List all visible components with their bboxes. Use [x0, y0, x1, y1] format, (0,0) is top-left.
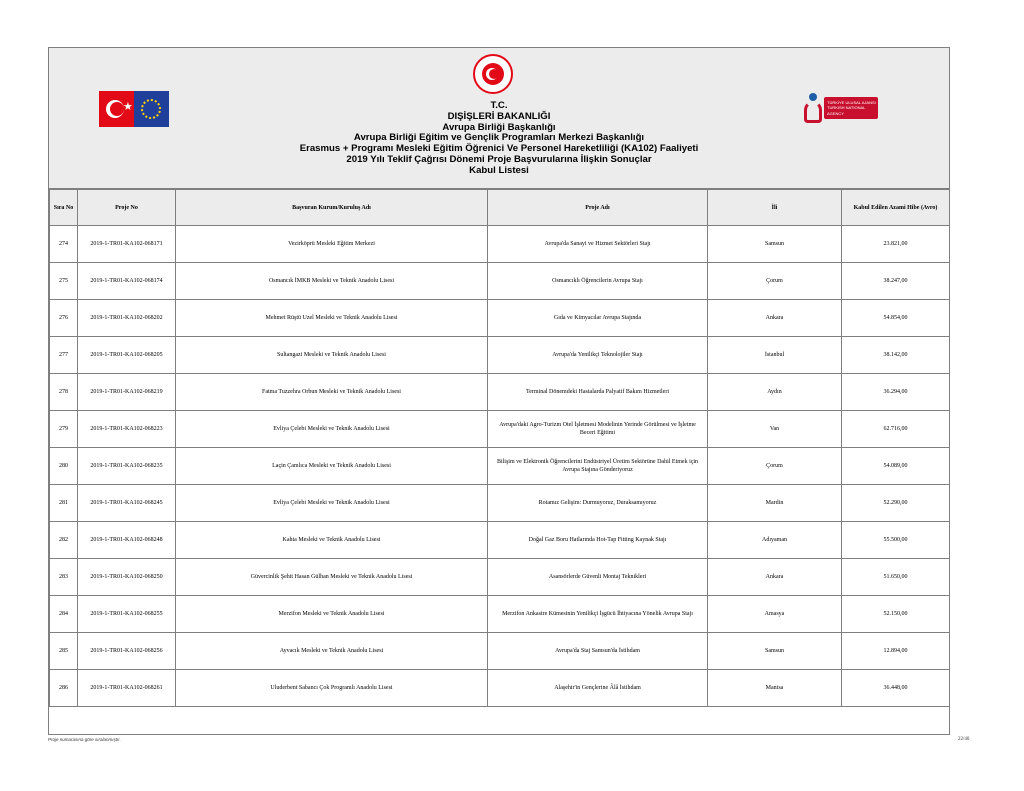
title-line: T.C.	[490, 100, 508, 111]
national-agency-logo: TÜRKİYE ULUSAL AJANSI TURKISH NATIONAL AGENCY	[802, 89, 880, 127]
city: Aydın	[708, 374, 842, 411]
row-number: 286	[50, 670, 78, 707]
project-number: 2019-1-TR01-KA102-068256	[78, 633, 176, 670]
applicant-name: Kahta Mesleki ve Teknik Anadolu Lisesi	[176, 522, 488, 559]
project-name: Doğal Gaz Boru Hatlarında Hot-Tap Fitting Kaynak Stajı	[488, 522, 708, 559]
city: Çorum	[708, 263, 842, 300]
table-row	[50, 559, 950, 596]
applicant-name: Sultangazi Mesleki ve Teknik Anadolu Lisesi	[176, 337, 488, 374]
city: Van	[708, 411, 842, 448]
document-header	[49, 48, 949, 189]
project-name: Rotamız Gelişim: Durmuyoruz, Duraksamıyoruz	[488, 485, 708, 522]
table-row	[50, 411, 950, 448]
grant-amount: 36.448,00	[842, 670, 950, 707]
grant-amount: 38.142,00	[842, 337, 950, 374]
table-row	[50, 596, 950, 633]
ministry-seal-icon	[473, 54, 513, 94]
city: Amasya	[708, 596, 842, 633]
column-header: Proje Adı	[488, 190, 708, 226]
column-header: Kabul Edilen Azami Hibe (Avro)	[842, 190, 950, 226]
project-number: 2019-1-TR01-KA102-068248	[78, 522, 176, 559]
table-row	[50, 226, 950, 263]
city: Samsun	[708, 226, 842, 263]
grant-amount: 55.500,00	[842, 522, 950, 559]
results-table	[49, 189, 950, 707]
table-row	[50, 263, 950, 300]
row-number: 280	[50, 448, 78, 485]
grant-amount: 23.821,00	[842, 226, 950, 263]
project-number: 2019-1-TR01-KA102-068235	[78, 448, 176, 485]
project-number: 2019-1-TR01-KA102-068171	[78, 226, 176, 263]
column-header: Proje No	[78, 190, 176, 226]
applicant-name: Fatma Tuzzehra Orbun Mesleki ve Teknik Anadolu Lisesi	[176, 374, 488, 411]
applicant-name: Güvercinlik Şehit Hasan Gülhan Mesleki ve Teknik Anadolu Lisesi	[176, 559, 488, 596]
project-name: Merzifon Ankastre Kümesinin Yenilikçi İşgücü İhtiyacına Yönelik Avrupa Stajı	[488, 596, 708, 633]
project-number: 2019-1-TR01-KA102-068174	[78, 263, 176, 300]
project-name: Avrupa'daki Agro-Turizm Otel İşletmesi Modelinin Yerinde Görülmesi ve İşletme Beceri Eğitimi	[488, 411, 708, 448]
project-number: 2019-1-TR01-KA102-068223	[78, 411, 176, 448]
grant-amount: 38.247,00	[842, 263, 950, 300]
table-row	[50, 522, 950, 559]
grant-amount: 52.290,00	[842, 485, 950, 522]
project-number: 2019-1-TR01-KA102-068245	[78, 485, 176, 522]
turkey-eu-flag-icon: ★	[99, 91, 169, 127]
applicant-name: Merzifon Mesleki ve Teknik Anadolu Lisesi	[176, 596, 488, 633]
project-number: 2019-1-TR01-KA102-068205	[78, 337, 176, 374]
row-number: 277	[50, 337, 78, 374]
column-header: Sıra No	[50, 190, 78, 226]
project-name: Alaşehir'in Gençlerine Âlâ İstihdam	[488, 670, 708, 707]
row-number: 276	[50, 300, 78, 337]
applicant-name: Osmancık İMKB Mesleki ve Teknik Anadolu Lisesi	[176, 263, 488, 300]
table-row	[50, 485, 950, 522]
row-number: 285	[50, 633, 78, 670]
title-line: Kabul Listesi	[469, 164, 529, 176]
row-number: 279	[50, 411, 78, 448]
title-line: Avrupa Birliği Eğitim ve Gençlik Programları Merkezi Başkanlığı	[353, 132, 645, 144]
title-line: DIŞİŞLERİ BAKANLIĞI	[447, 110, 551, 122]
project-name: Osmancıklı Öğrencilerin Avrupa Stajı	[488, 263, 708, 300]
row-number: 284	[50, 596, 78, 633]
table-row	[50, 448, 950, 485]
title-line: 2019 Yılı Teklif Çağrısı Dönemi Proje Başvurularına İlişkin Sonuçlar	[346, 153, 652, 165]
document-sheet	[48, 47, 950, 735]
project-name: Avrupa'da Staj Samsun'da İstihdam	[488, 633, 708, 670]
table-row	[50, 337, 950, 374]
project-number: 2019-1-TR01-KA102-068255	[78, 596, 176, 633]
grant-amount: 52.150,00	[842, 596, 950, 633]
column-header: İli	[708, 190, 842, 226]
table-row	[50, 374, 950, 411]
grant-amount: 36.294,00	[842, 374, 950, 411]
title-line: Erasmus + Programı Mesleki Eğitim Öğrenici Ve Personel Hareketliliği (KA102) Faaliyeti	[299, 143, 699, 155]
project-name: Bilişim ve Elektronik Öğrencilerini Endüstriyel Üretim Sektörüne Dahil Etmek için Avrupa Stajına Gönderiyoruz	[488, 448, 708, 485]
project-name: Gıda ve Kimyacılar Avrupa Stajında	[488, 300, 708, 337]
applicant-name: Evliya Çelebi Mesleki ve Teknik Anadolu Lisesi	[176, 485, 488, 522]
grant-amount: 54.854,00	[842, 300, 950, 337]
project-number: 2019-1-TR01-KA102-068261	[78, 670, 176, 707]
column-header: Başvuran Kurum/Kuruluş Adı	[176, 190, 488, 226]
applicant-name: Uluderbent Sabancı Çok Programlı Anadolu Lisesi	[176, 670, 488, 707]
project-number: 2019-1-TR01-KA102-068202	[78, 300, 176, 337]
table-row	[50, 300, 950, 337]
applicant-name: Ayvacık Mesleki ve Teknik Anadolu Lisesi	[176, 633, 488, 670]
row-number: 275	[50, 263, 78, 300]
applicant-name: Evliya Çelebi Mesleki ve Teknik Anadolu Lisesi	[176, 411, 488, 448]
city: Manisa	[708, 670, 842, 707]
city: Çorum	[708, 448, 842, 485]
project-name: Asansörlerde Güvenli Montaj Teknikleri	[488, 559, 708, 596]
city: İstanbul	[708, 337, 842, 374]
grant-amount: 54.089,00	[842, 448, 950, 485]
city: Adıyaman	[708, 522, 842, 559]
table-header-row	[50, 190, 950, 226]
grant-amount: 62.716,00	[842, 411, 950, 448]
row-number: 278	[50, 374, 78, 411]
grant-amount: 51.650,00	[842, 559, 950, 596]
row-number: 281	[50, 485, 78, 522]
row-number: 283	[50, 559, 78, 596]
row-number: 282	[50, 522, 78, 559]
applicant-name: Vezirköprü Mesleki Eğitim Merkezi	[176, 226, 488, 263]
project-name: Terminal Dönemdeki Hastalarda Palyatif Bakım Hizmetleri	[488, 374, 708, 411]
city: Samsun	[708, 633, 842, 670]
footer-note: Proje numarasına göre sıralanmıştır.	[48, 737, 121, 742]
city: Ankara	[708, 300, 842, 337]
project-number: 2019-1-TR01-KA102-068219	[78, 374, 176, 411]
applicant-name: Laçin Çamlıca Mesleki ve Teknik Anadolu Lisesi	[176, 448, 488, 485]
table-row	[50, 633, 950, 670]
project-number: 2019-1-TR01-KA102-068250	[78, 559, 176, 596]
title-line: Avrupa Birliği Başkanlığı	[442, 121, 556, 133]
city: Mardin	[708, 485, 842, 522]
table-row	[50, 670, 950, 707]
table-body	[50, 226, 950, 707]
grant-amount: 12.894,00	[842, 633, 950, 670]
header-titles	[49, 101, 949, 177]
project-name: Avrupa'da Sanayi ve Hizmet Sektörleri Stajı	[488, 226, 708, 263]
row-number: 274	[50, 226, 78, 263]
city: Ankara	[708, 559, 842, 596]
applicant-name: Mehmet Rüştü Uzel Mesleki ve Teknik Anadolu Lisesi	[176, 300, 488, 337]
page-number: 22/40	[958, 737, 970, 742]
project-name: Avrupa'da Yenilikçi Teknolojiler Stajı	[488, 337, 708, 374]
